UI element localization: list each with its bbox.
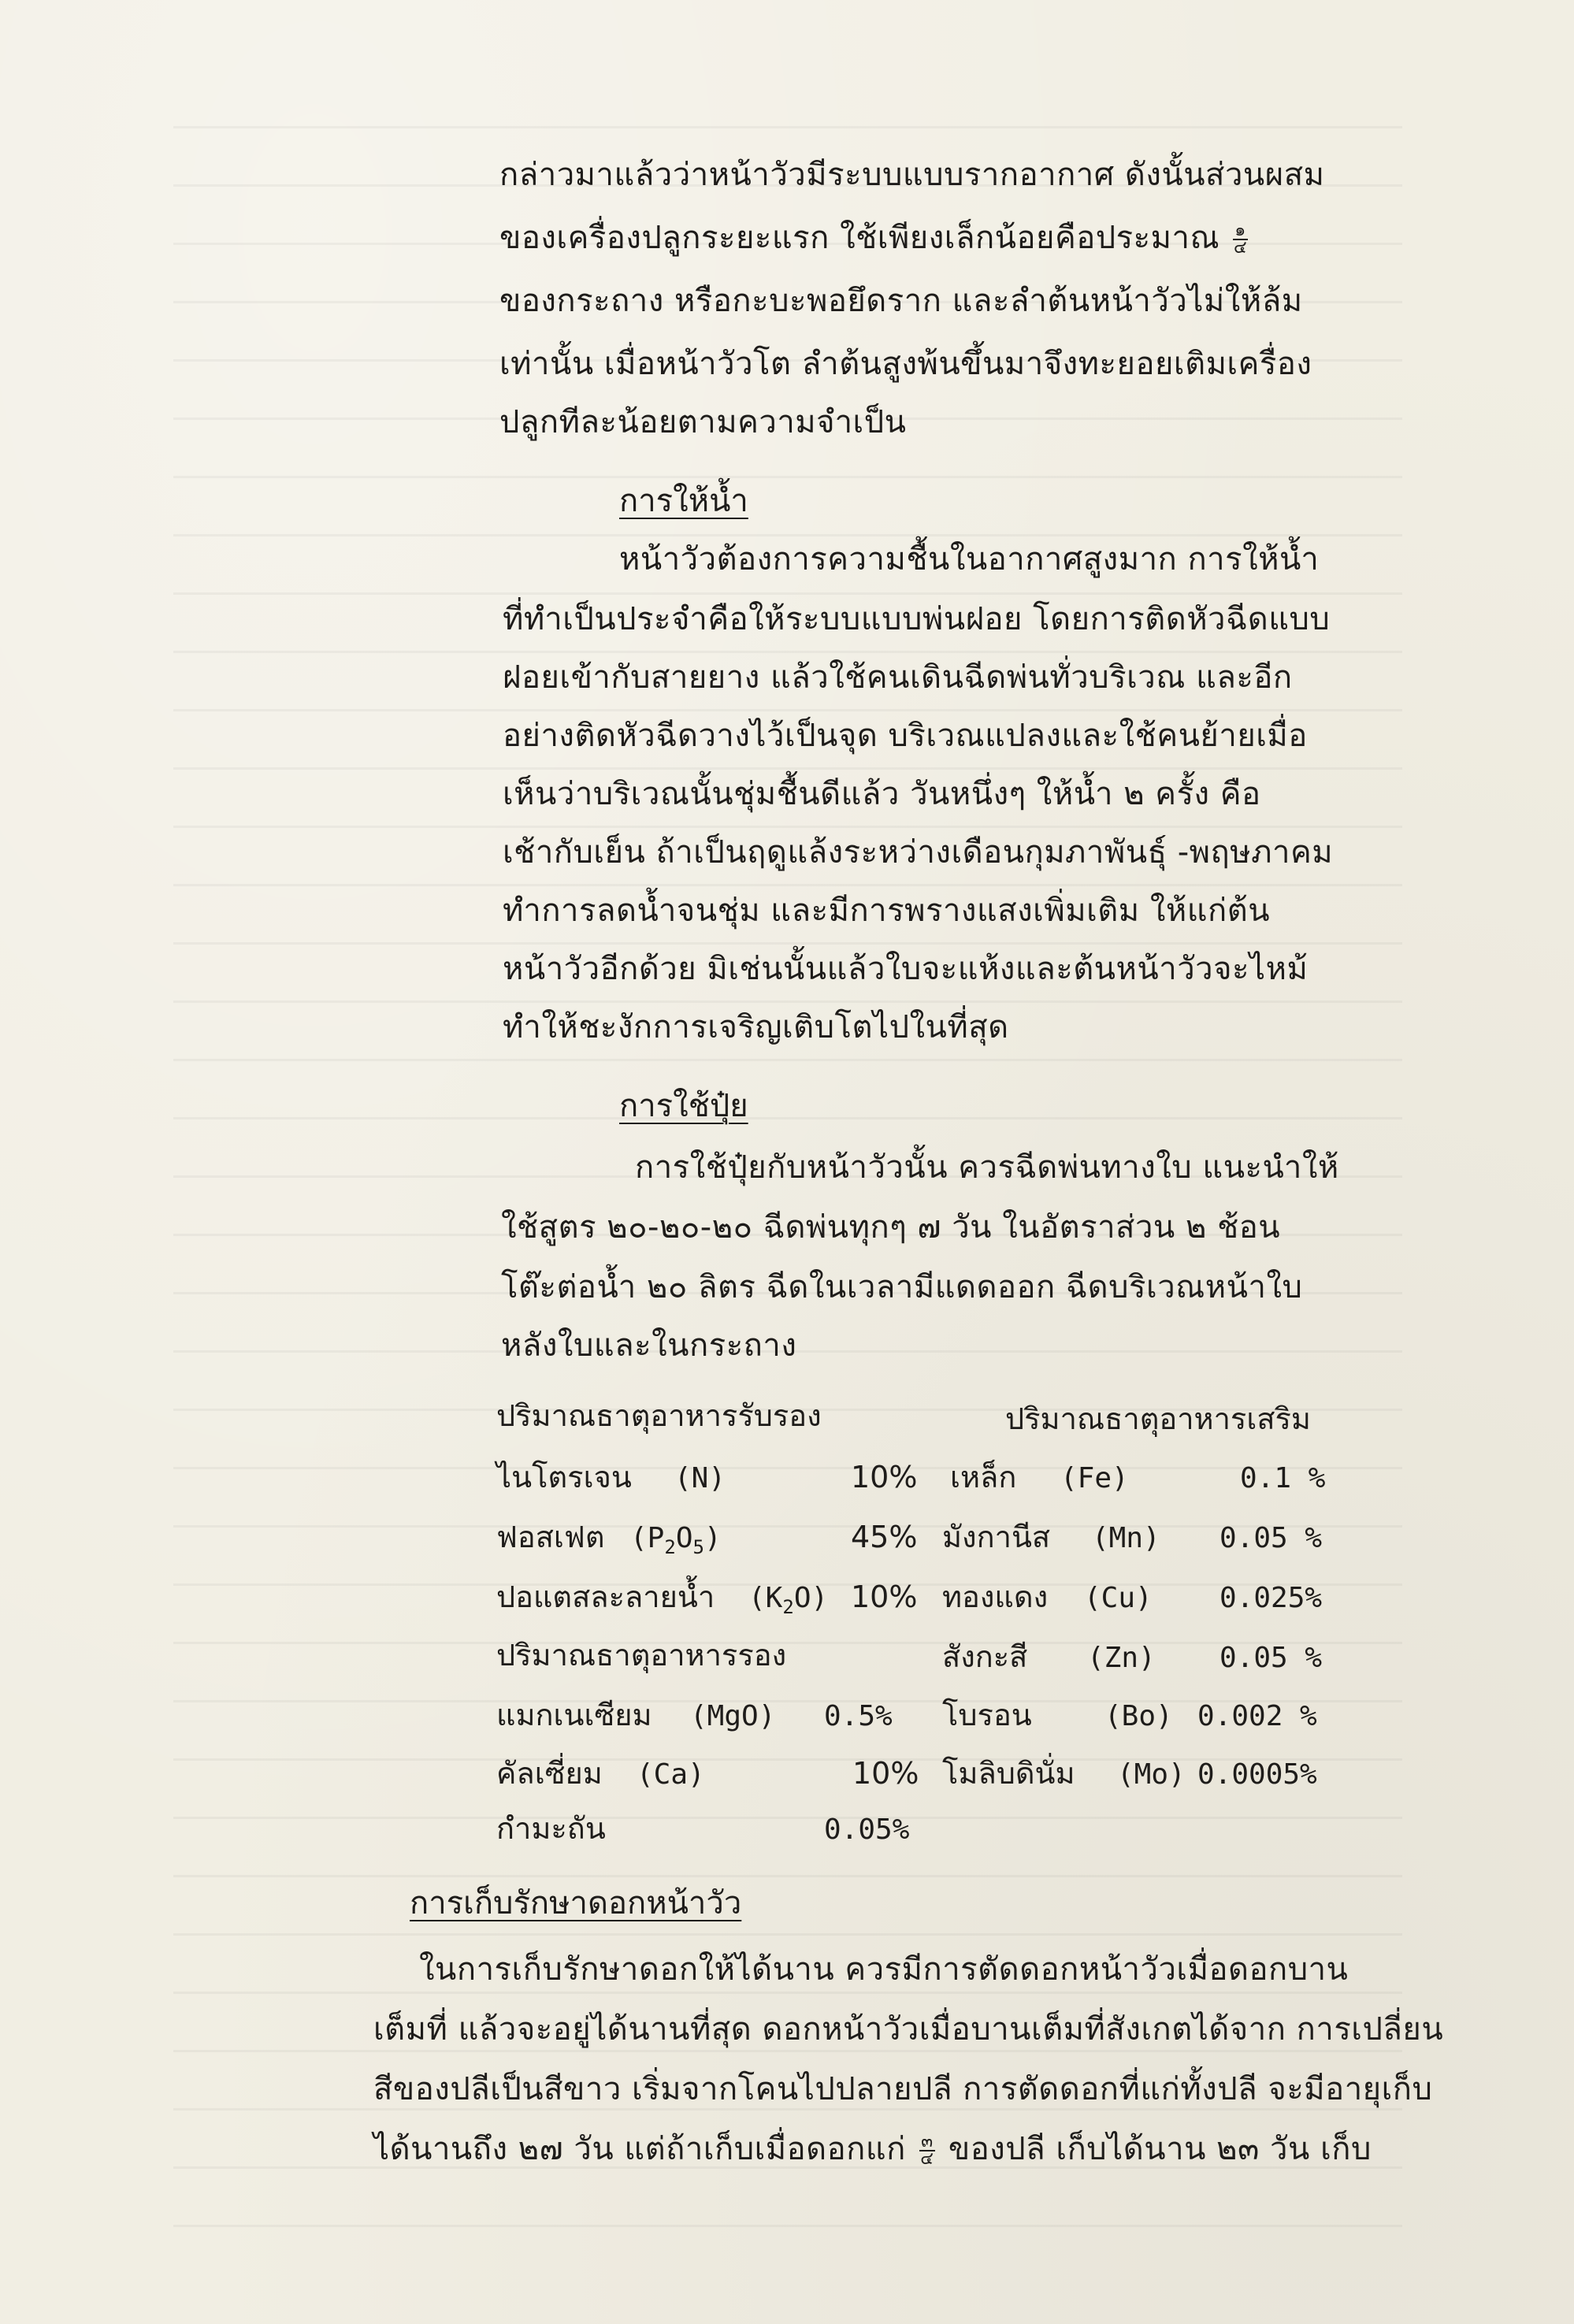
nutrient-name: คัลเซี่ยม xyxy=(496,1756,603,1791)
watering-line-6: เช้ากับเย็น ถ้าเป็นฤดูแล้งระหว่างเดือนกุมภาพันธุ์ -พฤษภาคม xyxy=(503,834,1334,871)
fraction-one-quarter xyxy=(1233,223,1247,256)
fraction-numerator: ๑ xyxy=(1234,221,1246,240)
nutrient-symbol-p2o5: $(P_2O_5)$ xyxy=(630,1522,722,1559)
nutrient-symbol: (Mo) xyxy=(1117,1758,1186,1791)
nutrient-symbol: (Bo) xyxy=(1104,1700,1173,1732)
watering-line-5: เห็นว่าบริเวณนั้นชุ่มชื้นดีแล้ว วันหนึ่งๆ ให้น้ำ ๒ ครั้ง คือ xyxy=(503,776,1261,812)
fraction-three-quarters xyxy=(919,2134,935,2167)
fertilizer-line-3: โต๊ะต่อน้ำ ๒๐ ลิตร ฉีดในเวลามีแดดออก ฉีดบริเวณหน้าใบ xyxy=(501,1269,1303,1305)
watering-line-2: ที่ทำเป็นประจำคือให้ระบบแบบพ่นฝอย โดยการติดหัวฉีดแบบ xyxy=(503,601,1331,637)
storage-line-2: เต็มที่ แล้วจะอยู่ได้นานที่สุด ดอกหน้าวัวเมื่อบานเต็มที่สังเกตได้จาก การเปลี่ยน xyxy=(373,2011,1444,2047)
fraction-denominator: ๔ xyxy=(920,2149,934,2169)
storage-line-3: สีของปลีเป็นสีขาว เริ่มจากโคนไปปลายปลี การตัดดอกที่แก่ทั้งปลี จะมีอายุเก็บ xyxy=(373,2071,1433,2107)
nutrient-symbol: (Fe) xyxy=(1060,1462,1129,1494)
nutrient-value: 10% xyxy=(851,1580,918,1614)
nutrient-value: 0.5% xyxy=(824,1700,893,1732)
supplementary-nutrients-header: ปริมาณธาตุอาหารเสริม xyxy=(1005,1401,1311,1436)
nutrient-name: สังกะสี xyxy=(942,1639,1028,1674)
fertilizer-line-1: การใช้ปุ๋ยกับหน้าวัวนั้น ควรฉีดพ่นทางใบ แนะนำให้ xyxy=(635,1149,1339,1186)
nutrient-value: 0.0005% xyxy=(1197,1758,1317,1791)
nutrient-value: 0.025% xyxy=(1219,1582,1323,1614)
fertilizer-line-4: หลังใบและในกระถาง xyxy=(501,1327,797,1364)
nutrient-symbol-k2o: $(K_2O)$ xyxy=(748,1582,829,1619)
fertilizer-line-2: ใช้สูตร ๒๐-๒๐-๒๐ ฉีดพ่นทุกๆ ๗ วัน ในอัตราส่วน ๒ ช้อน xyxy=(501,1209,1281,1246)
show-through-texture xyxy=(173,126,1402,2253)
heading-flower-storage: การเก็บรักษาดอกหน้าวัว xyxy=(410,1885,742,1921)
intro-line-2: ของเครื่องปลูกระยะแรก ใช้เพียงเล็กน้อยคือประมาณ xyxy=(499,220,1220,256)
nutrient-symbol: (Cu) xyxy=(1084,1582,1153,1614)
intro-line-2-wrap xyxy=(499,219,1251,257)
nutrient-value: 10% xyxy=(852,1756,919,1791)
fraction-denominator: ๔ xyxy=(1233,238,1248,258)
nutrient-symbol: (Zn) xyxy=(1087,1642,1156,1674)
nutrient-name: กำมะถัน xyxy=(496,1811,606,1846)
storage-line-1: ในการเก็บรักษาดอกให้ได้นาน ควรมีการตัดดอกหน้าวัวเมื่อดอกบาน xyxy=(419,1951,1349,1988)
nutrient-name: โบรอน xyxy=(942,1698,1032,1732)
nutrient-name: ปอแตสละลายน้ำ xyxy=(496,1580,715,1614)
storage-line-4-wrap xyxy=(373,2130,1372,2168)
secondary-nutrients-header: ปริมาณธาตุอาหารรอง xyxy=(496,1638,787,1672)
nutrient-symbol: (Ca) xyxy=(637,1758,705,1791)
nutrient-value: 0.05 % xyxy=(1219,1522,1323,1554)
nutrient-name: ฟอสเฟต xyxy=(496,1520,605,1554)
intro-line-5: ปลูกทีละน้อยตามความจำเป็น xyxy=(499,404,907,440)
nutrient-value: 0.002 % xyxy=(1197,1700,1317,1732)
watering-line-4: อย่างติดหัวฉีดวางไว้เป็นจุด บริเวณแปลงและใช้คนย้ายเมื่อ xyxy=(503,718,1308,754)
nutrient-name: ไนโตรเจน xyxy=(496,1460,632,1494)
watering-line-1: หน้าวัวต้องการความชื้นในอากาศสูงมาก การให้น้ำ xyxy=(619,541,1320,577)
nutrient-symbol: (Mn) xyxy=(1092,1522,1160,1554)
storage-line-4b: ของปลี เก็บได้นาน ๒๓ วัน เก็บ xyxy=(948,2131,1372,2167)
intro-line-1: กล่าวมาแล้วว่าหน้าวัวมีระบบแบบรากอากาศ ดังนั้นส่วนผสม xyxy=(499,157,1325,193)
nutrient-symbol: (N) xyxy=(674,1462,726,1494)
heading-watering: การให้น้ำ xyxy=(619,483,748,519)
heading-fertilizer: การใช้ปุ๋ย xyxy=(619,1088,748,1124)
storage-line-4a: ได้นานถึง ๒๗ วัน แต่ถ้าเก็บเมื่อดอกแก่ xyxy=(373,2131,906,2167)
watering-line-7: ทำการลดน้ำจนชุ่ม และมีการพรางแสงเพิ่มเติม ให้แก่ต้น xyxy=(503,893,1271,929)
intro-line-4: เท่านั้น เมื่อหน้าวัวโต ลำต้นสูงพ้นขึ้นมาจึงทะยอยเติมเครื่อง xyxy=(499,346,1312,382)
watering-line-8: หน้าวัวอีกด้วย มิเช่นนั้นแล้วใบจะแห้งและต้นหน้าวัวจะไหม้ xyxy=(503,951,1309,987)
nutrient-value: 0.05 % xyxy=(1219,1642,1323,1674)
intro-line-3: ของกระถาง หรือกะบะพอยึดราก และลำต้นหน้าวัวไม่ให้ล้ม xyxy=(499,283,1303,319)
watering-line-3: ฝอยเข้ากับสายยาง แล้วใช้คนเดินฉีดพ่นทั่วบริเวณ และอีก xyxy=(503,659,1293,696)
nutrient-name: ทองแดง xyxy=(942,1580,1049,1614)
watering-line-9: ทำให้ชะงักการเจริญเติบโตไปในที่สุด xyxy=(503,1009,1009,1045)
nutrient-name: โมลิบดินั่ม xyxy=(942,1756,1075,1791)
nutrient-value: 10% xyxy=(851,1460,918,1494)
fraction-numerator: ๓ xyxy=(921,2132,934,2151)
nutrient-symbol: (MgO) xyxy=(690,1700,776,1732)
primary-nutrients-header: ปริมาณธาตุอาหารรับรอง xyxy=(496,1398,822,1433)
nutrient-name: เหล็ก xyxy=(950,1460,1017,1494)
nutrient-value: 0.1 % xyxy=(1240,1462,1326,1494)
nutrient-value: 0.05% xyxy=(824,1814,910,1846)
nutrient-name: มังกานีส xyxy=(942,1520,1051,1554)
nutrient-value: 45% xyxy=(851,1520,918,1554)
nutrient-name: แมกเนเซียม xyxy=(496,1698,652,1732)
